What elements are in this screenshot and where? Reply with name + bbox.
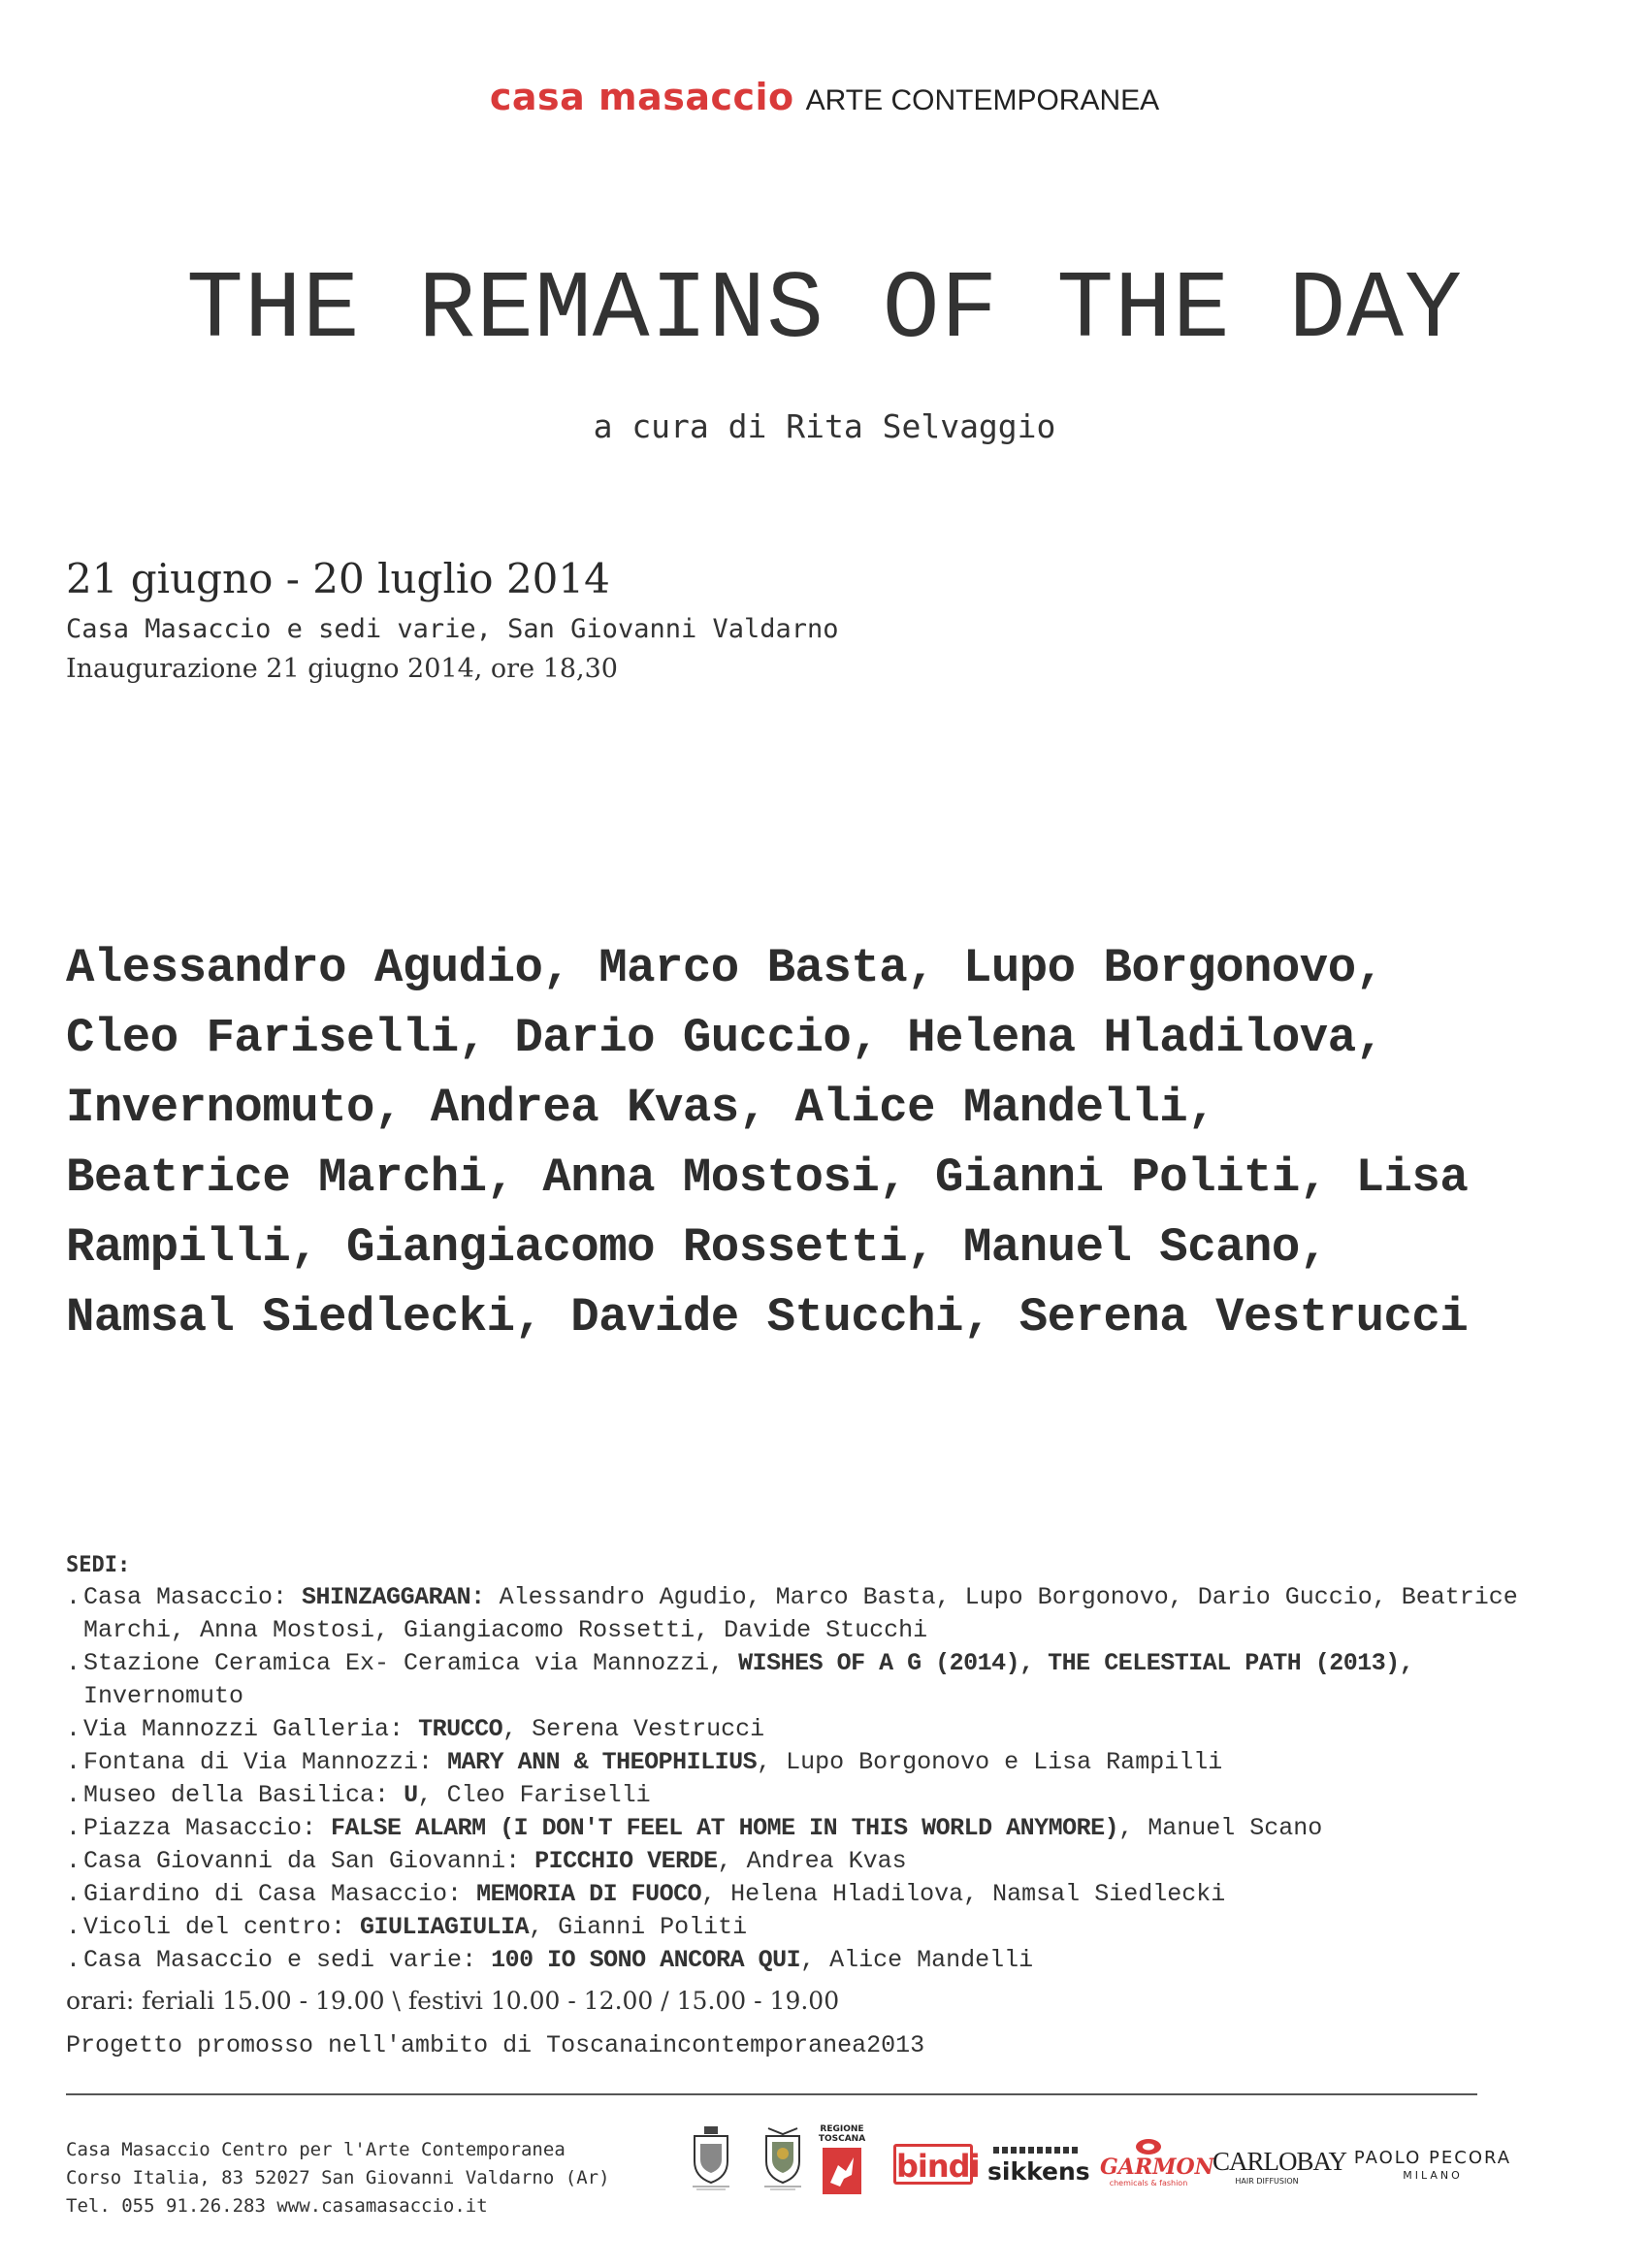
regione-label: REGIONE TOSCANA — [818, 2124, 866, 2144]
venue-work: PICCHIO VERDE — [534, 1847, 718, 1875]
venue-artists: , Serena Vestrucci — [502, 1715, 765, 1743]
venues-section — [66, 1550, 1579, 2064]
venue-line: Casa Masaccio e sedi varie, San Giovanni Valdarno — [66, 614, 839, 644]
venue-item — [66, 1746, 1579, 1779]
sikkens-logo — [987, 2147, 1090, 2191]
pegasus-icon — [817, 2144, 867, 2198]
artists-line: Alessandro Agudio, Marco Basta, Lupo Borgonovo, — [66, 941, 1384, 995]
comune-crest-logo — [687, 2124, 735, 2190]
pecora-bottom: MILANO — [1403, 2169, 1463, 2182]
garmon-tagline: chemicals & fashion — [1109, 2179, 1188, 2187]
regione-toscana-logo — [817, 2124, 867, 2202]
venue-work: TRUCCO — [418, 1715, 503, 1743]
artists-list — [66, 933, 1637, 1352]
garmon-logo — [1100, 2138, 1214, 2194]
opening-line: Inaugurazione 21 giugno 2014, ore 18,30 — [66, 654, 618, 684]
bindi-logo: bindi — [893, 2144, 973, 2185]
venue-work: 100 IO SONO ANCORA QUI — [491, 1946, 801, 1974]
venue-place: Fontana di Via Mannozzi: — [83, 1748, 448, 1776]
project-note: Progetto promosso nell'ambito di Toscanaincontemporanea2013 — [66, 2031, 925, 2059]
garmon-swirl-icon — [1134, 2138, 1163, 2155]
venue-work: GIULIAGIULIA — [360, 1913, 530, 1941]
opening-hours: orari: feriali 15.00 - 19.00 \ festivi 10.00 - 12.00 / 15.00 - 19.00 — [66, 1987, 840, 2015]
venue-item — [66, 1911, 1579, 1944]
venue-work: FALSE ALARM (I DON'T FEEL AT HOME IN THIS WORLD ANYMORE) — [331, 1814, 1119, 1842]
venue-artists: Invernomuto — [83, 1682, 244, 1710]
brand-subtitle: ARTE CONTEMPORANEA — [805, 84, 1160, 116]
venue-work: MARY ANN & THEOPHILIUS — [447, 1748, 758, 1776]
venue-item — [66, 1812, 1579, 1845]
venue-work: WISHES OF A G (2014), THE CELESTIAL PATH (2013), — [738, 1649, 1414, 1677]
venue-item — [66, 1647, 1579, 1713]
artists-line: Invernomuto, Andrea Kvas, Alice Mandelli, — [66, 1081, 1216, 1135]
venue-item — [66, 1845, 1579, 1878]
venue-place: Stazione Ceramica Ex- Ceramica via Mannozzi, — [83, 1649, 739, 1677]
brand-header — [0, 76, 1649, 118]
venue-work: SHINZAGGARAN: — [302, 1583, 485, 1611]
venue-artists: , Helena Hladilova, Namsal Siedlecki — [701, 1880, 1226, 1908]
venue-item — [66, 1713, 1579, 1746]
bullet-mark: . — [66, 1781, 81, 1809]
venue-artists: , Manuel Scano — [1118, 1814, 1323, 1842]
venue-place: Casa Masaccio e sedi varie: — [83, 1946, 492, 1974]
artists-line: Beatrice Marchi, Anna Mostosi, Gianni Politi, Lisa — [66, 1150, 1469, 1205]
venue-work: MEMORIA DI FUOCO — [476, 1880, 702, 1908]
venue-artists: , Lupo Borgonovo e Lisa Rampilli — [757, 1748, 1223, 1776]
curator-line: a cura di Rita Selvaggio — [593, 407, 1056, 445]
bullet-mark: . — [66, 1880, 81, 1908]
venue-work: U — [404, 1781, 418, 1809]
venue-place: Museo della Basilica: — [83, 1781, 404, 1809]
bullet-mark: . — [66, 1946, 81, 1974]
venue-artists: , Alice Mandelli — [800, 1946, 1034, 1974]
paolo-pecora-logo — [1337, 2148, 1529, 2187]
venue-item — [66, 1779, 1579, 1812]
bullet-mark: . — [66, 1715, 81, 1743]
provincia-crest-logo — [759, 2124, 807, 2190]
venue-item — [66, 1878, 1579, 1911]
address-line: Tel. 055 91.26.283 www.casamasaccio.it — [66, 2195, 488, 2217]
venue-place: Via Mannozzi Galleria: — [83, 1715, 419, 1743]
address-line: Casa Masaccio Centro per l'Arte Contemporanea — [66, 2139, 566, 2160]
venue-artists: , Gianni Politi — [529, 1913, 748, 1941]
venue-place: Casa Masaccio: — [83, 1583, 303, 1611]
artists-line: Cleo Fariselli, Dario Guccio, Helena Hladilova, — [66, 1011, 1384, 1065]
carlobay-label: CARLOBAY — [1212, 2147, 1347, 2176]
bullet-mark: . — [66, 1847, 81, 1875]
artists-line: Namsal Siedlecki, Davide Stucchi, Serena Vestrucci — [66, 1290, 1469, 1345]
bullet-mark: . — [66, 1814, 81, 1842]
bullet-mark: . — [66, 1649, 81, 1677]
venue-artists: Alessandro Agudio, Marco Basta, Lupo Borgonovo, Dario Guccio, Beatrice Marchi, Anna Mostosi, Giangiacomo Rossetti, Davide Stucchi — [83, 1583, 1518, 1644]
brand-name: casa masaccio — [489, 76, 794, 118]
artists-line: Rampilli, Giangiacomo Rossetti, Manuel Scano, — [66, 1220, 1328, 1275]
venues-heading: SEDI: — [66, 1553, 131, 1577]
address-line: Corso Italia, 83 52027 San Giovanni Valdarno (Ar) — [66, 2167, 610, 2188]
carlobay-tagline: HAIR DIFFUSION — [1235, 2177, 1299, 2186]
garmon-label: GARMON — [1100, 2155, 1214, 2180]
venue-place: Vicoli del centro: — [83, 1913, 361, 1941]
footer-address — [66, 2136, 610, 2220]
venue-item — [66, 1944, 1579, 1977]
exhibition-title: THE REMAINS OF THE DAY — [186, 257, 1463, 365]
sikkens-label: sikkens — [987, 2157, 1090, 2186]
exhibition-dates: 21 giugno - 20 luglio 2014 — [66, 555, 610, 602]
carlobay-logo — [1212, 2146, 1347, 2194]
bullet-mark: . — [66, 1748, 81, 1776]
venue-item — [66, 1581, 1579, 1647]
footer-divider — [66, 2093, 1477, 2095]
venue-place: Casa Giovanni da San Giovanni: — [83, 1847, 535, 1875]
venue-place: Piazza Masaccio: — [83, 1814, 332, 1842]
bullet-mark: . — [66, 1913, 81, 1941]
sikkens-stripes — [993, 2147, 1081, 2154]
venue-place: Giardino di Casa Masaccio: — [83, 1880, 477, 1908]
venue-artists: , Cleo Fariselli — [417, 1781, 651, 1809]
pecora-top: PAOLO PECORA — [1353, 2148, 1512, 2168]
bullet-mark: . — [66, 1583, 81, 1611]
venue-artists: , Andrea Kvas — [717, 1847, 907, 1875]
